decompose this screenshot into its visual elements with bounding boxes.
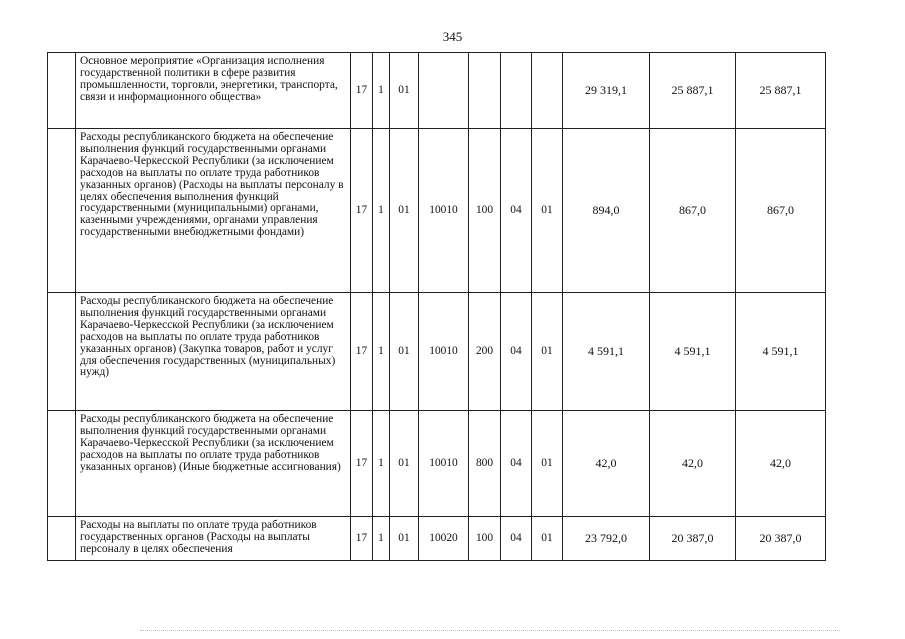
amount-year-3: 867,0: [736, 129, 826, 293]
code-expense-type: 200: [469, 293, 501, 411]
table-row: [48, 129, 826, 293]
amount-year-2: 25 887,1: [650, 53, 736, 129]
table-row: [48, 293, 826, 411]
code-subprogram: 01: [390, 53, 419, 129]
row-description: Расходы республиканского бюджета на обеспечение выполнения функций государственными органами Карачаево-Черкесской Республики (за исключением расходов на выплаты по оплате труда работников указанных органов) (Иные бюджетные ассигнования): [76, 411, 351, 517]
code-program: 1: [373, 293, 390, 411]
code-program: 1: [373, 53, 390, 129]
code-subsection: [532, 53, 563, 129]
code-chapter: 17: [351, 53, 373, 129]
code-program: 1: [373, 129, 390, 293]
code-chapter: 17: [351, 129, 373, 293]
row-marker-cell: [48, 293, 76, 411]
budget-table: [47, 52, 826, 561]
amount-year-2: 4 591,1: [650, 293, 736, 411]
code-expense-type: 100: [469, 517, 501, 561]
code-subsection: 01: [532, 129, 563, 293]
amount-year-1: 29 319,1: [563, 53, 650, 129]
code-section: 04: [501, 129, 532, 293]
code-chapter: 17: [351, 293, 373, 411]
code-direction: [419, 53, 469, 129]
code-subprogram: 01: [390, 129, 419, 293]
code-expense-type: [469, 53, 501, 129]
code-section: 04: [501, 517, 532, 561]
amount-year-1: 42,0: [563, 411, 650, 517]
code-section: 04: [501, 411, 532, 517]
row-marker-cell: [48, 129, 76, 293]
amount-year-3: 25 887,1: [736, 53, 826, 129]
amount-year-3: 42,0: [736, 411, 826, 517]
code-section: [501, 53, 532, 129]
row-description: Расходы на выплаты по оплате труда работников государственных органов (Расходы на выплаты персоналу в целях обеспечения: [76, 517, 351, 561]
amount-year-1: 23 792,0: [563, 517, 650, 561]
code-subprogram: 01: [390, 293, 419, 411]
code-direction: 10010: [419, 129, 469, 293]
row-description: Расходы республиканского бюджета на обеспечение выполнения функций государственными органами Карачаево-Черкесской Республики (за исключением расходов на выплаты по оплате труда работников указанных органов) (Закупка товаров, работ и услуг для обеспечения государственных (муниципальных) нужд): [76, 293, 351, 411]
row-description: Основное мероприятие «Организация исполнения государственной политики в сфере развития промышленности, торговли, энергетики, транспорта, связи и информационного общества»: [76, 53, 351, 129]
code-program: 1: [373, 411, 390, 517]
amount-year-2: 42,0: [650, 411, 736, 517]
code-subprogram: 01: [390, 411, 419, 517]
code-section: 04: [501, 293, 532, 411]
code-program: 1: [373, 517, 390, 561]
row-description: Расходы республиканского бюджета на обеспечение выполнения функций государственными органами Карачаево-Черкесской Республики (за исключением расходов на выплаты по оплате труда работников указанных органов) (Расходы на выплаты персоналу в целях обеспечения выполнения функций государственными (муниципальными) органами, казенными учреждениями, органами управления государственными внебюджетными фондами): [76, 129, 351, 293]
table-row: [48, 411, 826, 517]
code-subsection: 01: [532, 293, 563, 411]
table-row: [48, 53, 826, 129]
code-direction: 10010: [419, 293, 469, 411]
amount-year-1: 894,0: [563, 129, 650, 293]
code-expense-type: 100: [469, 129, 501, 293]
code-subsection: 01: [532, 517, 563, 561]
code-expense-type: 800: [469, 411, 501, 517]
row-marker-cell: [48, 517, 76, 561]
code-chapter: 17: [351, 517, 373, 561]
code-subprogram: 01: [390, 517, 419, 561]
amount-year-2: 20 387,0: [650, 517, 736, 561]
row-marker-cell: [48, 53, 76, 129]
page-number: 345: [442, 29, 463, 44]
code-subsection: 01: [532, 411, 563, 517]
code-chapter: 17: [351, 411, 373, 517]
table-row: [48, 517, 826, 561]
amount-year-3: 20 387,0: [736, 517, 826, 561]
amount-year-2: 867,0: [650, 129, 736, 293]
code-direction: 10010: [419, 411, 469, 517]
scan-bottom-edge: [140, 630, 840, 632]
amount-year-3: 4 591,1: [736, 293, 826, 411]
code-direction: 10020: [419, 517, 469, 561]
row-marker-cell: [48, 411, 76, 517]
amount-year-1: 4 591,1: [563, 293, 650, 411]
